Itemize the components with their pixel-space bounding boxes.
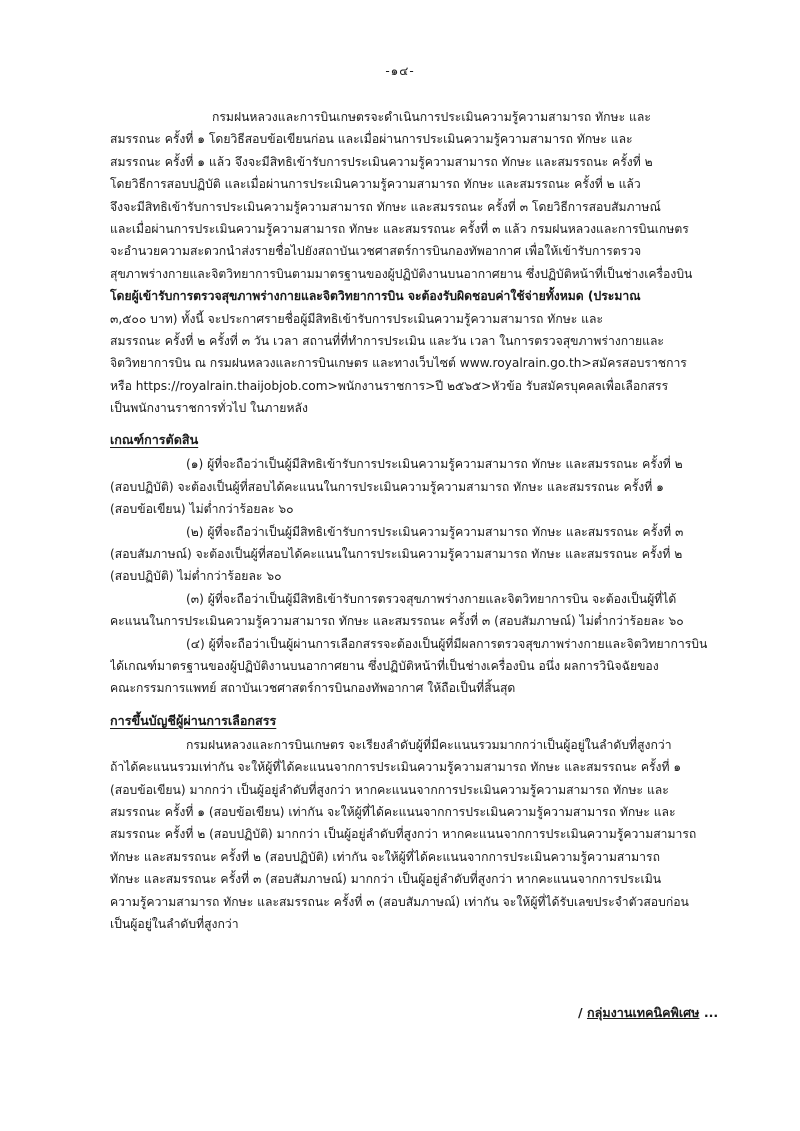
- text-line: (สอบข้อเขียน) มากกว่า เป็นผู้อยู่ลำดับที่สูงกว่า หากคะแนนจากการประเมินความรู้ความสามารถ ทักษะ และ: [110, 782, 669, 797]
- text-line: สมรรถนะ ครั้งที่ ๒ ครั้งที่ ๓ วัน เวลา สถานที่ที่ทำการประเมิน และวัน เวลา ในการตรวจสุขภาพร่างกายและ: [110, 333, 664, 348]
- text-line: จะอำนวยความสะดวกนำส่งรายชื่อไปยังสถาบันเวชศาสตร์การบินกองทัพอากาศ เพื่อให้เข้ารับการตรวจ: [110, 244, 642, 259]
- text-line: (๑) ผู้ที่จะถือว่าเป็นผู้มีสิทธิเข้ารับการประเมินความรู้ความสามารถ ทักษะ และสมรรถนะ ครั้งที่ ๒: [186, 457, 683, 472]
- text-line: สมรรถนะ ครั้งที่ ๑ (สอบข้อเขียน) เท่ากัน จะให้ผู้ที่ได้คะแนนจากการประเมินความรู้ความสามารถ ทักษะ และ: [110, 804, 676, 819]
- text-line: (๔) ผู้ที่จะถือว่าเป็นผู้ผ่านการเลือกสรรจะต้องเป็นผู้ที่มีผลการตรวจสุขภาพร่างกายและจิตวิทยาการบิน: [186, 636, 708, 651]
- text-line-bold: โดยผู้เข้ารับการตรวจสุขภาพร่างกายและจิตวิทยาการบิน จะต้องรับผิดชอบค่าใช้จ่ายทั้งหมด (ประมาณ: [110, 289, 641, 304]
- criteria-item: [110, 588, 740, 633]
- text-line: (สอบปฏิบัติ) ไม่ต่ำกว่าร้อยละ ๖๐: [110, 569, 282, 584]
- text-line: สมรรถนะ ครั้งที่ ๑ โดยวิธีสอบข้อเขียนก่อน และเมื่อผ่านการประเมินความรู้ความสามารถ ทักษะ และ: [110, 132, 633, 147]
- next-section-title: กลุ่มงานเทคนิคพิเศษ: [586, 1005, 700, 1020]
- listing-paragraph: [110, 734, 740, 936]
- text-line: กรมฝนหลวงและการบินเกษตรจะดำเนินการประเมินความรู้ความสามารถ ทักษะ และ: [212, 110, 651, 124]
- continuation-marker: [578, 1003, 718, 1023]
- text-line: (๓) ผู้ที่จะถือว่าเป็นผู้มีสิทธิเข้ารับการตรวจสุขภาพร่างกายและจิตวิทยาการบิน จะต้องเป็นผู้ที่ได้: [186, 591, 677, 606]
- text-line: เป็นพนักงานราชการทั่วไป ในภายหลัง: [110, 401, 308, 416]
- criteria-item: [110, 521, 740, 588]
- text-line: โดยวิธีการสอบปฏิบัติ และเมื่อผ่านการประเมินความรู้ความสามารถ ทักษะ และสมรรถนะ ครั้งที่ ๒ แล้ว: [110, 177, 641, 192]
- continuation-ellipsis: ...: [699, 1005, 719, 1020]
- criteria-item: [110, 633, 740, 700]
- text-line: สมรรถนะ ครั้งที่ ๑ แล้ว จึงจะมีสิทธิเข้ารับการประเมินความรู้ความสามารถ ทักษะ และสมรรถนะ ครั้งที่ ๒: [110, 154, 653, 169]
- text-line: คะแนนในการประเมินความรู้ความสามารถ ทักษะ และสมรรถนะ ครั้งที่ ๓ (สอบสัมภาษณ์) ไม่ต่ำกว่าร้อยละ ๖๐: [110, 614, 684, 629]
- criteria-heading: เกณฑ์การตัดสิน: [110, 432, 199, 448]
- page-number: -๑๔-: [385, 64, 415, 78]
- intro-paragraph: [110, 106, 740, 419]
- text-line: ถ้าได้คะแนนรวมเท่ากัน จะให้ผู้ที่ได้คะแนนจากการประเมินความรู้ความสามารถ ทักษะ และสมรรถนะ ครั้งที่ ๑: [110, 760, 682, 775]
- text-line: (๒) ผู้ที่จะถือว่าเป็นผู้มีสิทธิเข้ารับการประเมินความรู้ความสามารถ ทักษะ และสมรรถนะ ครั้งที่ ๓: [186, 524, 684, 539]
- text-line: ความรู้ความสามารถ ทักษะ และสมรรถนะ ครั้งที่ ๓ (สอบสัมภาษณ์) เท่ากัน จะให้ผู้ที่ได้รับเลขประจำตัวสอบก่อน: [110, 894, 689, 909]
- criteria-item: [110, 453, 740, 520]
- text-line: คณะกรรมการแพทย์ สถาบันเวชศาสตร์การบินกองทัพอากาศ ให้ถือเป็นที่สิ้นสุด: [110, 681, 516, 696]
- text-line: ๓,๕๐๐ บาท) ทั้งนี้ จะประกาศรายชื่อผู้มีสิทธิเข้ารับการประเมินความรู้ความสามารถ ทักษะ และ: [110, 311, 604, 326]
- text-line: สมรรถนะ ครั้งที่ ๒ (สอบปฏิบัติ) มากกว่า เป็นผู้อยู่ลำดับที่สูงกว่า หากคะแนนจากการประเมินความรู้ความสามารถ: [110, 827, 697, 842]
- text-line: (สอบข้อเขียน) ไม่ต่ำกว่าร้อยละ ๖๐: [110, 502, 294, 517]
- text-line: ทักษะ และสมรรถนะ ครั้งที่ ๒ (สอบปฏิบัติ) เท่ากัน จะให้ผู้ที่ได้คะแนนจากการประเมินความรู้ความสามารถ: [110, 849, 660, 864]
- text-line: หรือ https://royalrain.thaijobjob.com>พนักงานราชการ>ปี ๒๕๖๕>หัวข้อ รับสมัครบุคคลเพื่อเลือกสรร: [110, 378, 669, 393]
- text-line: จึงจะมีสิทธิเข้ารับการประเมินความรู้ความสามารถ ทักษะ และสมรรถนะ ครั้งที่ ๓ โดยวิธีการสอบสัมภาษณ์: [110, 199, 661, 214]
- document-body: [110, 106, 740, 935]
- text-line: (สอบสัมภาษณ์) จะต้องเป็นผู้ที่สอบได้คะแนนในการประเมินความรู้ความสามารถ ทักษะ และสมรรถนะ ครั้งที่ ๒: [110, 547, 683, 562]
- text-line: (สอบปฏิบัติ) จะต้องเป็นผู้ที่สอบได้คะแนนในการประเมินความรู้ความสามารถ ทักษะ และสมรรถนะ ครั้งที่ ๑: [110, 479, 664, 494]
- text-line: สุขภาพร่างกายและจิตวิทยาการบินตามมาตรฐานของผู้ปฏิบัติงานบนอากาศยาน ซึ่งปฏิบัติหน้าที่เป็นช่างเครื่องบิน: [110, 266, 693, 281]
- text-line: และเมื่อผ่านการประเมินความรู้ความสามารถ ทักษะ และสมรรถนะ ครั้งที่ ๓ แล้ว กรมฝนหลวงและการบินเกษตร: [110, 221, 689, 236]
- criteria-list: [110, 453, 740, 699]
- text-line: ได้เกณฑ์มาตรฐานของผู้ปฏิบัติงานบนอากาศยาน ซึ่งปฏิบัติหน้าที่เป็นช่างเครื่องบิน อนึ่ง ผลการวินิจฉัยของ: [110, 658, 659, 673]
- text-line: จิตวิทยาการบิน ณ กรมฝนหลวงและการบินเกษตร และทางเว็บไซต์ www.royalrain.go.th>สมัครสอบราชการ: [110, 356, 687, 371]
- text-line: กรมฝนหลวงและการบินเกษตร จะเรียงลำดับผู้ที่มีคะแนนรวมมากกว่าเป็นผู้อยู่ในลำดับที่สูงกว่า: [186, 737, 672, 752]
- listing-heading: การขึ้นบัญชีผู้ผ่านการเลือกสรร: [110, 712, 277, 728]
- text-line: ทักษะ และสมรรถนะ ครั้งที่ ๓ (สอบสัมภาษณ์) มากกว่า เป็นผู้อยู่ลำดับที่สูงกว่า หากคะแนนจากการประเมิน: [110, 872, 662, 887]
- text-line: เป็นผู้อยู่ในลำดับที่สูงกว่า: [110, 916, 239, 931]
- continuation-slash: /: [578, 1005, 587, 1020]
